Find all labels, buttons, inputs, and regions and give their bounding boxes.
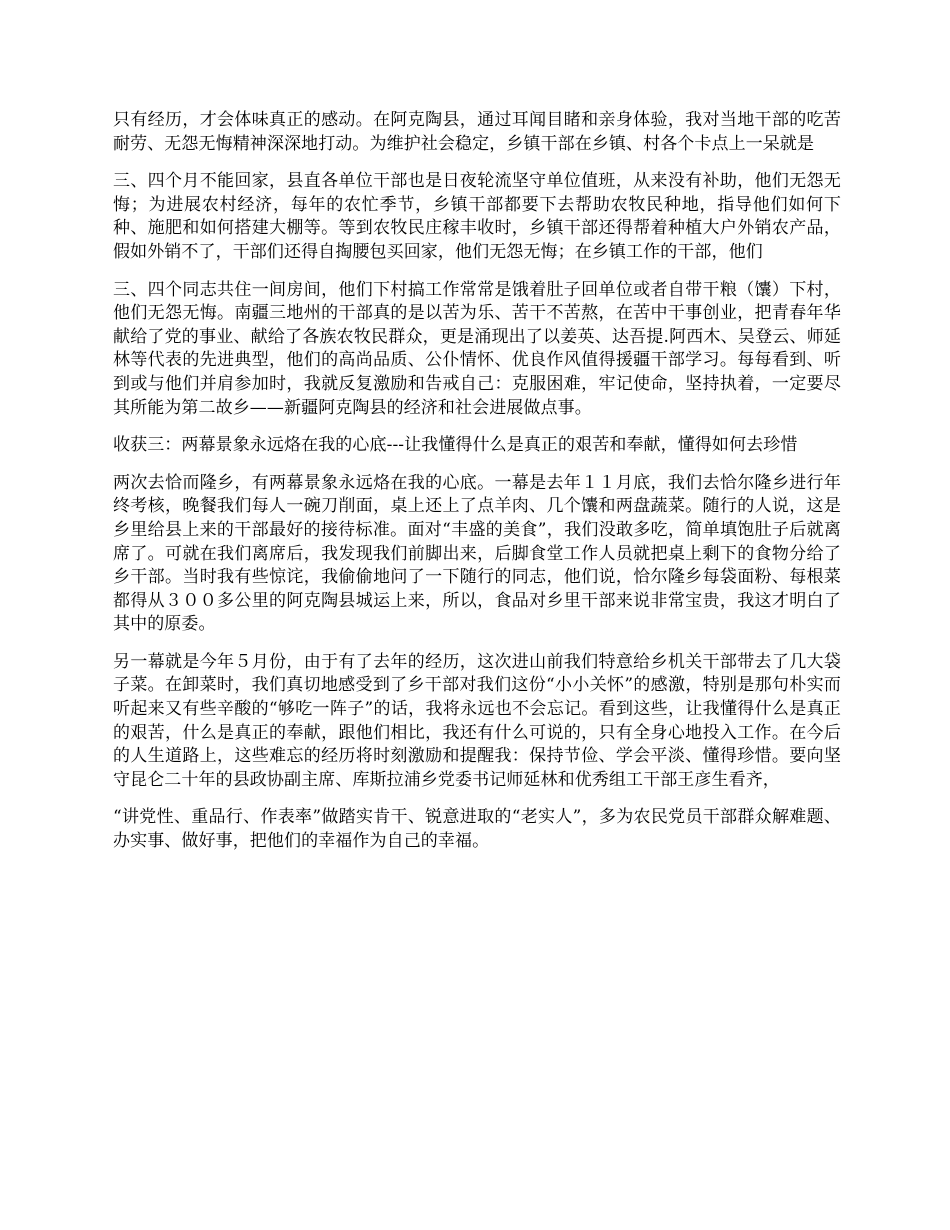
paragraph-intro: 只有经历，才会体味真正的感动。在阿克陶县，通过耳闻目睹和亲身体验，我对当地干部的吃苦耐劳、无怨无悔精神深深地打动。为维护社会稳定，乡镇干部在乡镇、村各个卡点上一呆就是	[113, 110, 841, 154]
paragraph-shared-rooms: 三、四个同志共住一间房间，他们下村搞工作常常是饿着肚子回单位或者自带干粮（馕）下村，他们无怨无悔。南疆三地州的干部真的是以苦为乐、苦干不苦熬，在苦中干事创业，把青春年华献给了党的事业、献给了各族农牧民群众，更是涌现出了以姜英、达吾提.阿西木、吴登云、师延林等代表的先进典型，他们的高尚品质、公仆情怀、优良作风值得援疆干部学习。每每看到、听到或与他们并肩参加时，我就反复激励和告戒自己：克服困难，牢记使命，坚持执着，一定要尽其所能为第二故乡——新疆阿克陶县的经济和社会进展做点事。	[113, 279, 841, 418]
paragraph-closing: “讲党性、重品行、作表率”做踏实肯干、锐意进取的“老实人”，多为农民党员干部群众解难题、办实事、做好事，把他们的幸福作为自己的幸福。	[113, 807, 841, 852]
paragraph-first-scene: 两次去恰而隆乡，有两幕景象永远烙在我的心底。一幕是去年１１月底，我们去恰尔隆乡进行年终考核，晚餐我们每人一碗刀削面，桌上还上了点羊肉、几个馕和两盘蔬菜。随行的人说，这是乡里给县上来的干部最好的接待标准。面对“丰盛的美食”，我们没敢多吃，简单填饱肚子后就离席了。可就在我们离席后，我发现我们前脚出来，后脚食堂工作人员就把桌上剩下的食物分给了乡干部。当时我有些惊诧，我偷偷地问了一下随行的同志，他们说，恰尔隆乡每袋面粉、每根菜都得从３００多公里的阿克陶县城运上来，所以，食品对乡里干部来说非常宝贵，我这才明白了其中的原委。	[113, 472, 841, 635]
paragraph-second-scene: 另一幕就是今年５月份，由于有了去年的经历，这次进山前我们特意给乡机关干部带去了几大袋子菜。在卸菜时，我们真切地感受到了乡干部对我们这份“小小关怀”的感激，特别是那句朴实而听起来又有些辛酸的“够吃一阵子”的话，我将永远也不会忘记。看到这些，让我懂得什么是真正的艰苦，什么是真正的奉献，跟他们相比，我还有什么可说的，只有全身心地投入工作。在今后的人生道路上，这些难忘的经历将时刻激励和提醒我：保持节俭、学会平淡、懂得珍惜。要向坚守昆仑二十年的县政协副主席、库斯拉浦乡党委书记师延林和优秀组工干部王彦生看齐，	[113, 651, 841, 790]
paragraph-local-cadres: 三、四个月不能回家，县直各单位干部也是日夜轮流坚守单位值班，从来没有补助，他们无怨无悔；为进展农村经济，每年的农忙季节，乡镇干部都要下去帮助农牧民种地，指导他们如何下种、施肥和如何搭建大棚等。等到农牧民庄稼丰收时，乡镇干部还得帮着种植大户外销农产品，假如外销不了，干部们还得自掏腰包买回家，他们无怨无悔；在乡镇工作的干部，他们	[113, 171, 841, 262]
document-body	[113, 109, 841, 868]
section-heading-harvest-three: 收获三：两幕景象永远烙在我的心底---让我懂得什么是真正的艰苦和奉献，懂得如何去珍惜	[113, 435, 798, 456]
